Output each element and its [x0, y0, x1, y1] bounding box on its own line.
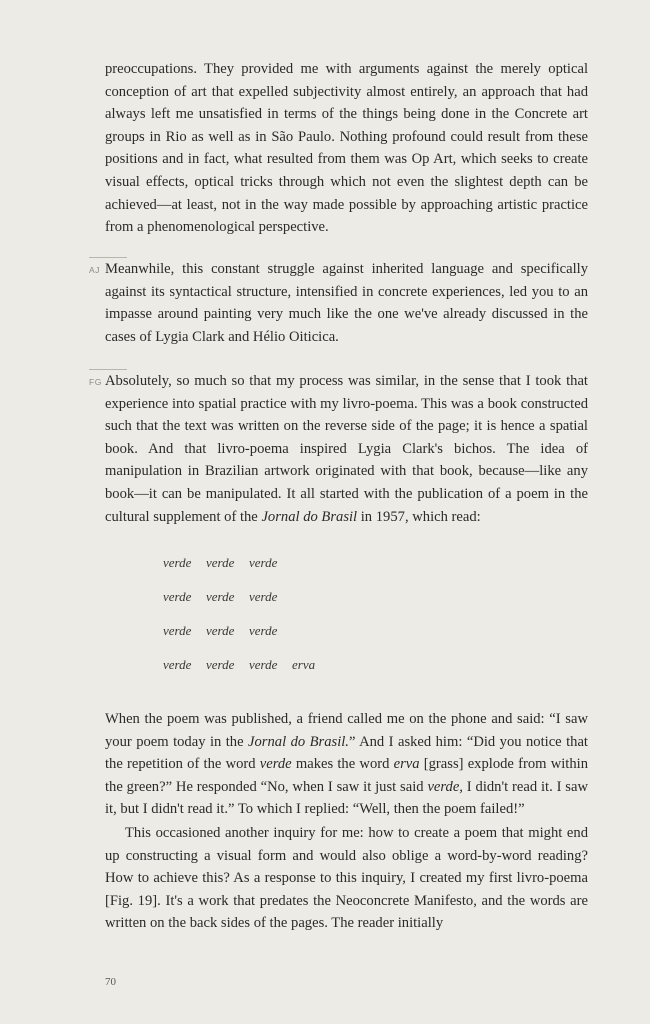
- newspaper-title: Jornal do Brasil.: [248, 733, 349, 750]
- text-run: makes the word: [291, 756, 394, 773]
- speaker-label-aj: AJ: [89, 265, 100, 275]
- poem-word: verde: [206, 589, 235, 604]
- text-run: [grass] explode from within the green?” He responded “No, when I saw it just said: [105, 756, 588, 795]
- text-run: I didn't read it. I saw it, but I didn't read it.” To which I replied: “Well, then the poem failed!”: [105, 778, 588, 818]
- poem-word: verde: [249, 555, 278, 570]
- paragraph-opening: preoccupations. They provided me with arguments against the merely optical conception of art that expelled subjectivity almost entirely, an approach that had always left me unsatisfied in terms of the things being done in the Concrete art groups in Rio as well as in São Paulo. Nothing profound could result from these positions and in fact, what resulted from them was Op Art, which seeks to create visual effects, optical tricks through which not even the slightest depth can be achieved—at least, not in the way made possible by approaching artistic practice from a phenomenological perspective.: [105, 61, 588, 236]
- italic-word: verde,: [427, 778, 463, 795]
- poem-word: verde: [206, 555, 235, 570]
- poem-word: verde: [249, 589, 278, 604]
- poem-word: verde: [163, 657, 192, 672]
- poem-word: verde: [163, 623, 192, 638]
- poem-word: verde: [249, 623, 278, 638]
- text-run: in 1957, which read:: [357, 508, 481, 525]
- poem-word: verde: [163, 589, 192, 604]
- text-run: When the poem was published, a friend called me on the phone and said: “I saw your poem today in the: [105, 711, 588, 750]
- poem-word: verde: [206, 623, 235, 638]
- speaker-label-fg: FG: [89, 377, 102, 387]
- newspaper-title: Jornal do Brasil: [261, 508, 358, 525]
- poem-word: verde: [249, 657, 278, 672]
- poem-word: verde: [163, 555, 192, 570]
- poem-word: verde: [206, 657, 235, 672]
- paragraph-fg-answer: [105, 370, 588, 528]
- text-run: ” And I asked him: “Did you notice that the repetition of the word: [105, 733, 588, 773]
- italic-word: verde: [259, 756, 292, 773]
- paragraph-livro-poema: This occasioned another inquiry for me: how to create a poem that might end up constructing a visual form and would also oblige a word-by-word reading? How to achieve this? As a response to this inquiry, I created my first livro-poema [Fig. 19]. It's a work that predates the Neoconcrete Manifesto, and the words are written on the back sides of the pages. The reader initially: [105, 825, 588, 932]
- paragraph-phone-call: [105, 708, 588, 821]
- italic-word: erva: [393, 756, 420, 773]
- paragraph-aj-question: Meanwhile, this constant struggle against inherited language and specifically against its syntactical structure, intensified in concrete experiences, led you to an impasse around painting very much like the one we've already discussed in the cases of Lygia Clark and Hélio Oiticica.: [105, 261, 588, 345]
- poem-word: erva: [292, 657, 316, 672]
- text-run: Absolutely, so much so that my process was similar, in the sense that I took that experience into spatial practice with my livro-poema. This was a book constructed such that the text was written on the reverse side of the page; it is hence a spatial book. And that livro-poema inspired Lygia Clark's bichos. The idea of manipulation in Brazilian artwork originated with that book, because—like any book—it can be manipulated. It all started with the publication of a poem in the cultural supplement of the: [105, 373, 588, 525]
- page-number: 70: [105, 976, 116, 988]
